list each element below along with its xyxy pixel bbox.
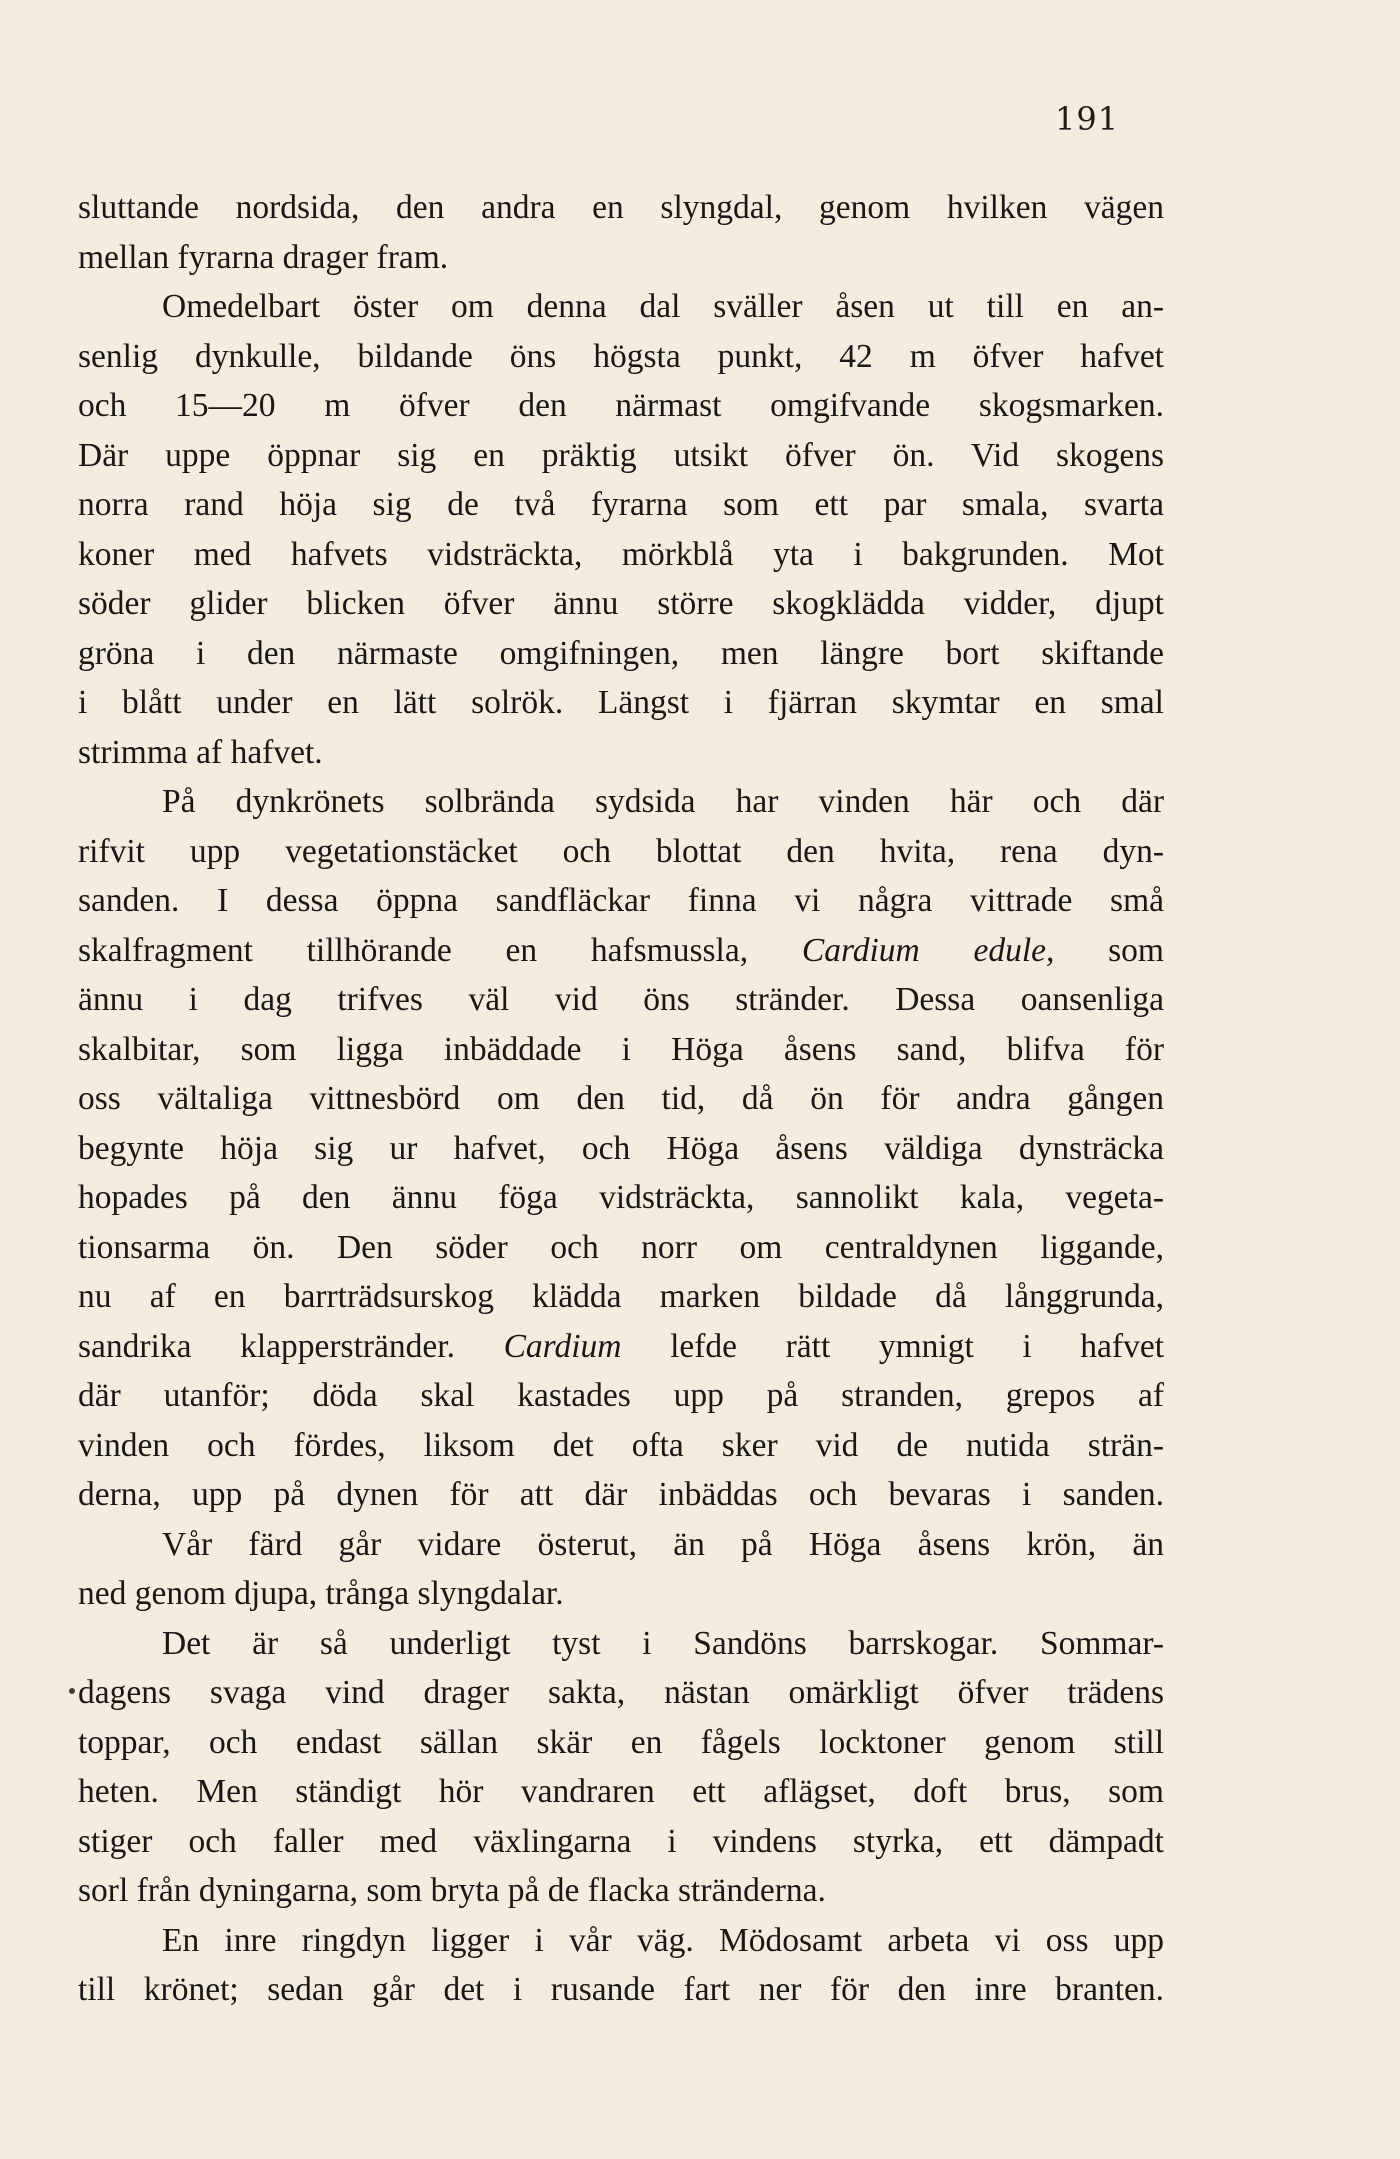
text-line: ned genom djupa, trånga slyngdalar. bbox=[78, 1575, 564, 1612]
text-line: till krönet; sedan går det i rusande fart ner för den inre branten. bbox=[78, 1971, 1164, 2008]
text-line: Vår färd går vidare österut, än på Höga åsens krön, än bbox=[162, 1525, 1164, 1563]
body-text bbox=[78, 183, 1164, 2015]
text-line: heten. Men ständigt hör vandraren ett aflägset, doft brus, som bbox=[78, 1773, 1164, 1810]
text-line: En inre ringdyn ligger i vår väg. Mödosamt arbeta vi oss upp bbox=[162, 1921, 1164, 1959]
text-line: i blått under en lätt solrök. Längst i fjärran skymtar en smal bbox=[78, 684, 1164, 721]
text-line: söder glider blicken öfver ännu större skogklädda vidder, djupt bbox=[78, 585, 1164, 622]
text-line: sanden. I dessa öppna sandfläckar finna vi några vittrade små bbox=[78, 882, 1164, 919]
text-line: nu af en barrträdsurskog klädda marken bildade då långgrunda, bbox=[78, 1278, 1164, 1315]
text-line: sorl från dyningarna, som bryta på de flacka stränderna. bbox=[78, 1872, 826, 1909]
text-line: mellan fyrarna drager fram. bbox=[78, 238, 449, 276]
text-line: derna, upp på dynen för att där inbäddas och bevaras i sanden. bbox=[78, 1476, 1164, 1513]
text-line: norra rand höja sig de två fyrarna som ett par smala, svarta bbox=[78, 486, 1164, 523]
text-line: oss vältaliga vittnesbörd om den tid, då ön för andra gången bbox=[78, 1080, 1164, 1117]
page-number: 191 bbox=[1055, 100, 1120, 138]
text-line: begynte höja sig ur hafvet, och Höga åsens väldiga dynsträcka bbox=[78, 1129, 1164, 1167]
text-line: sluttande nordsida, den andra en slyngdal, genom hvilken vägen bbox=[78, 189, 1164, 226]
text-line: Det är så underligt tyst i Sandöns barrskogar. Sommar- bbox=[162, 1624, 1164, 1662]
text-line: skalbitar, som ligga inbäddade i Höga åsens sand, blifva för bbox=[78, 1030, 1164, 1068]
margin-mark bbox=[69, 1688, 75, 1694]
text-line: På dynkrönets solbrända sydsida har vinden här och där bbox=[162, 783, 1164, 820]
text-line: rifvit upp vegetationstäcket och blottat den hvita, rena dyn- bbox=[78, 832, 1164, 870]
text-line: koner med hafvets vidsträckta, mörkblå yta i bakgrunden. Mot bbox=[78, 535, 1164, 573]
text-line: gröna i den närmaste omgifningen, men längre bort skiftande bbox=[78, 634, 1164, 672]
text-line: senlig dynkulle, bildande öns högsta punkt, 42 m öfver hafvet bbox=[78, 337, 1164, 375]
text-line: vinden och fördes, liksom det ofta sker vid de nutida strän- bbox=[78, 1426, 1164, 1464]
text-line bbox=[78, 1322, 1164, 1372]
species-name: Cardium edule, bbox=[801, 931, 1055, 969]
text-line: hopades på den ännu föga vidsträckta, sannolikt kala, vegeta- bbox=[78, 1179, 1164, 1216]
text-line: Där uppe öppnar sig en präktig utsikt öfver ön. Vid skogens bbox=[78, 436, 1164, 474]
text-line: strimma af hafvet. bbox=[78, 733, 323, 771]
text-line: och 15—20 m öfver den närmast omgifvande skogsmarken. bbox=[78, 387, 1164, 424]
text-segment: skalfragment tillhörande en hafsmussla, bbox=[78, 931, 802, 969]
text-line: tionsarma ön. Den söder och norr om centraldynen liggande, bbox=[78, 1228, 1164, 1266]
text-segment: lefde rätt ymnigt i hafvet bbox=[621, 1327, 1164, 1365]
text-line: där utanför; döda skal kastades upp på stranden, grepos af bbox=[78, 1377, 1164, 1414]
text-line: stiger och faller med växlingarna i vindens styrka, ett dämpadt bbox=[78, 1822, 1164, 1860]
text-line: toppar, och endast sällan skär en fågels locktoner genom still bbox=[78, 1723, 1164, 1761]
text-segment: som bbox=[1054, 931, 1164, 969]
text-segment: sandrika klapperstränder. bbox=[78, 1327, 504, 1365]
text-line bbox=[78, 926, 1164, 976]
species-name: Cardium bbox=[503, 1327, 622, 1365]
text-line: Omedelbart öster om denna dal sväller åsen ut till en an- bbox=[162, 288, 1164, 325]
text-line: ännu i dag trifves väl vid öns stränder. Dessa oansenliga bbox=[78, 981, 1164, 1018]
text-line: dagens svaga vind drager sakta, nästan omärkligt öfver trädens bbox=[78, 1674, 1164, 1711]
